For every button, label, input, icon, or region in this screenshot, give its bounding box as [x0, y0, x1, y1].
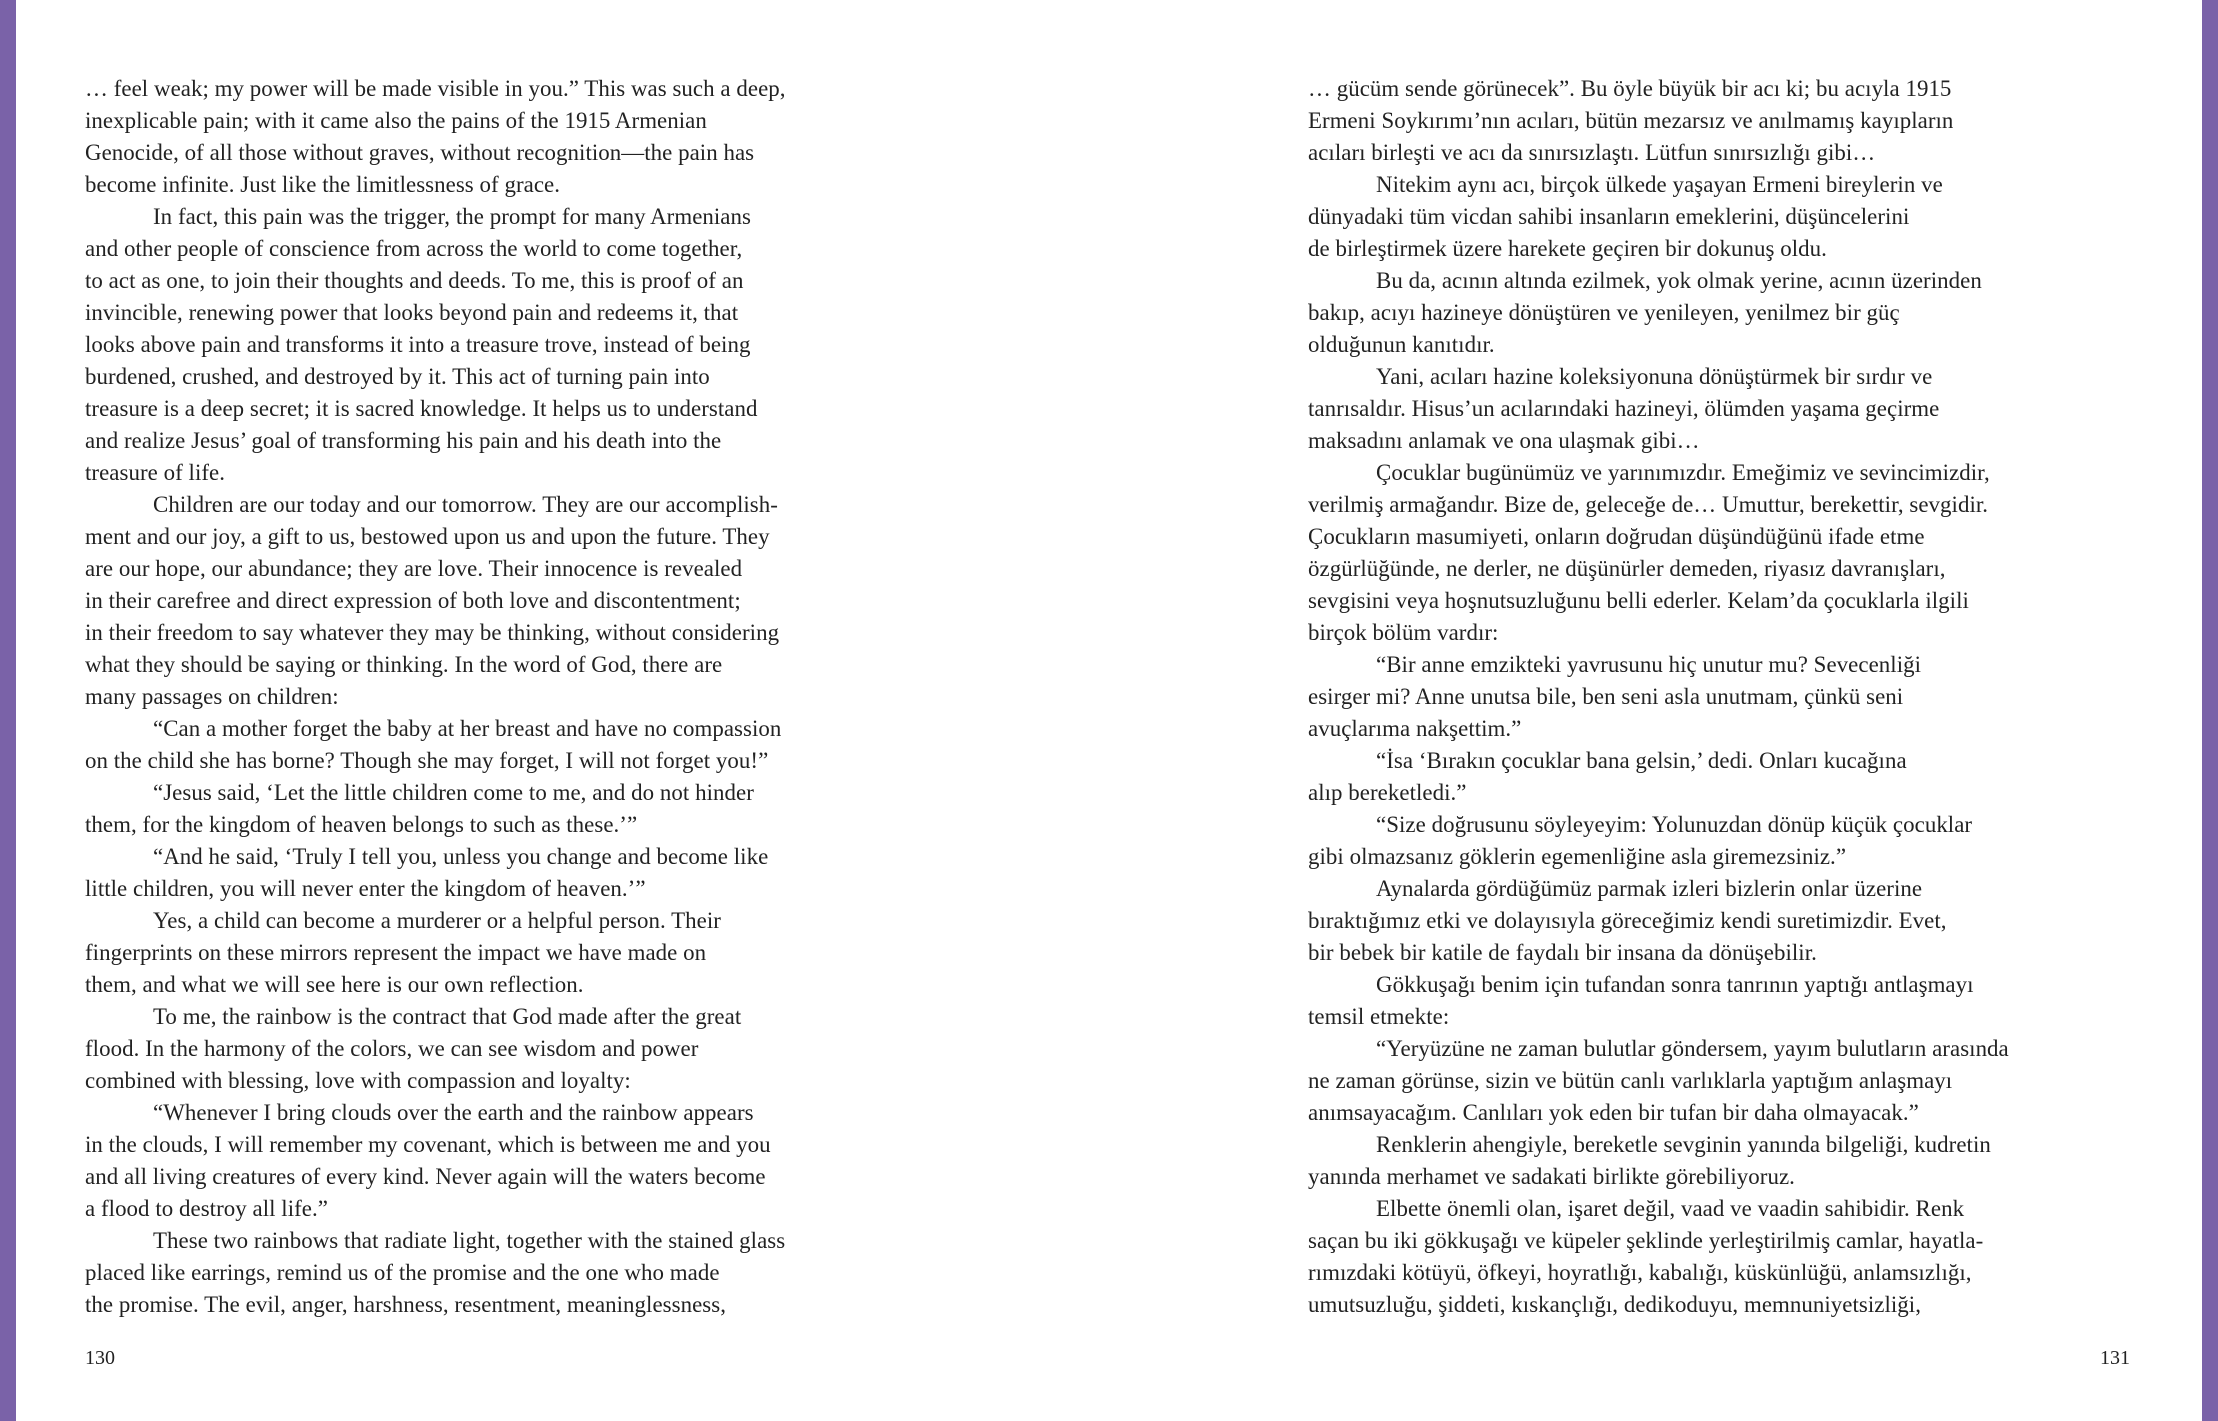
text-line: to act as one, to join their thoughts and deeds. To me, this is proof of an — [85, 268, 744, 293]
text-line: verilmiş armağandır. Bize de, geleceğe de… Umuttur, berekettir, sevgidir. — [1308, 492, 1989, 517]
text-line: özgürlüğünde, ne derler, ne düşünürler demeden, riyasız davranışları, — [1308, 556, 1946, 581]
text-line: become infinite. Just like the limitlessness of grace. — [85, 172, 561, 197]
text-line: alıp bereketledi.” — [1308, 780, 1467, 805]
text-line: treasure of life. — [85, 460, 226, 485]
text-line: Renklerin ahengiyle, bereketle sevginin yanında bilgeliği, kudretin — [1376, 1132, 1991, 1157]
text-line: “İsa ‘Bırakın çocuklar bana gelsin,’ dedi. Onları kucağına — [1376, 748, 1907, 773]
text-line: umutsuzluğu, şiddeti, kıskançlığı, dedikoduyu, memnuniyetsizliği, — [1308, 1292, 1921, 1317]
text-line: Yani, acıları hazine koleksiyonuna dönüştürmek bir sırdır ve — [1376, 364, 1933, 389]
right-accent-bar — [2202, 0, 2218, 1421]
text-line: invincible, renewing power that looks beyond pain and redeems it, that — [85, 300, 739, 325]
text-line: gibi olmazsanız göklerin egemenliğine asla giremezsiniz.” — [1308, 844, 1847, 869]
text-line: Elbette önemli olan, işaret değil, vaad ve vaadin sahibidir. Renk — [1376, 1196, 1965, 1221]
text-line: and other people of conscience from across the world to come together, — [85, 236, 743, 261]
left-page-body — [85, 73, 905, 1321]
text-line: avuçlarıma nakşettim.” — [1308, 716, 1522, 741]
left-accent-bar — [0, 0, 16, 1421]
text-line: ne zaman görünse, sizin ve bütün canlı varlıklarla yaptığım anlaşmayı — [1308, 1068, 1953, 1093]
text-line: olduğunun kanıtıdır. — [1308, 332, 1495, 357]
text-line: Ermeni Soykırımı’nın acıları, bütün mezarsız ve anılmamış kayıpların — [1308, 108, 1954, 133]
text-line: esirger mi? Anne unutsa bile, ben seni asla unutmam, çünkü seni — [1308, 684, 1904, 709]
text-line: “And he said, ‘Truly I tell you, unless you change and become like — [153, 844, 769, 869]
text-line: … gücüm sende görünecek”. Bu öyle büyük bir acı ki; bu acıyla 1915 — [1308, 76, 1952, 101]
text-line: To me, the rainbow is the contract that God made after the great — [153, 1004, 742, 1029]
text-line: These two rainbows that radiate light, together with the stained glass — [153, 1228, 786, 1253]
text-line: fingerprints on these mirrors represent the impact we have made on — [85, 940, 707, 965]
text-line: in the clouds, I will remember my covenant, which is between me and you — [85, 1132, 771, 1157]
text-line: anımsayacağım. Canlıları yok eden bir tufan bir daha olmayacak.” — [1308, 1100, 1919, 1125]
text-line: bakıp, acıyı hazineye dönüştüren ve yenileyen, yenilmez bir güç — [1308, 300, 1900, 325]
text-line: flood. In the harmony of the colors, we can see wisdom and power — [85, 1036, 699, 1061]
text-line: and realize Jesus’ goal of transforming his pain and his death into the — [85, 428, 722, 453]
text-line: bir bebek bir katile de faydalı bir insana da dönüşebilir. — [1308, 940, 1817, 965]
right-page-body — [1308, 73, 2138, 1321]
text-line: In fact, this pain was the trigger, the prompt for many Armenians — [153, 204, 751, 229]
text-line: tanrısaldır. Hisus’un acılarındaki hazineyi, ölümden yaşama geçirme — [1308, 396, 1940, 421]
text-line: birçok bölüm vardır: — [1308, 620, 1499, 645]
text-line: the promise. The evil, anger, harshness, resentment, meaninglessness, — [85, 1292, 726, 1317]
text-line: saçan bu iki gökkuşağı ve küpeler şeklinde yerleştirilmiş camlar, hayatla- — [1308, 1228, 1984, 1253]
text-line: rımızdaki kötüyü, öfkeyi, hoyratlığı, kabalığı, küskünlüğü, anlamsızlığı, — [1308, 1260, 1972, 1285]
text-line: “Jesus said, ‘Let the little children come to me, and do not hinder — [153, 780, 754, 805]
text-line: Çocukların masumiyeti, onların doğrudan düşündüğünü ifade etme — [1308, 524, 1925, 549]
text-line: looks above pain and transforms it into a treasure trove, instead of being — [85, 332, 751, 357]
text-line: yanında merhamet ve sadakati birlikte görebiliyoruz. — [1308, 1164, 1795, 1189]
text-line: Bu da, acının altında ezilmek, yok olmak yerine, acının üzerinden — [1376, 268, 1982, 293]
text-line: temsil etmekte: — [1308, 1004, 1450, 1029]
text-line: on the child she has borne? Though she may forget, I will not forget you!” — [85, 748, 769, 773]
text-line: combined with blessing, love with compassion and loyalty: — [85, 1068, 631, 1093]
text-line: “Bir anne emzikteki yavrusunu hiç unutur mu? Sevecenliği — [1376, 652, 1922, 677]
left-page-number: 130 — [85, 1347, 115, 1369]
text-line: de birleştirmek üzere harekete geçiren bir dokunuş oldu. — [1308, 236, 1827, 261]
text-line: what they should be saying or thinking. In the word of God, there are — [85, 652, 723, 677]
text-line: them, and what we will see here is our own reflection. — [85, 972, 584, 997]
text-line: burdened, crushed, and destroyed by it. This act of turning pain into — [85, 364, 710, 389]
text-line: placed like earrings, remind us of the promise and the one who made — [85, 1260, 720, 1285]
text-line: “Size doğrusunu söyleyeyim: Yolunuzdan dönüp küçük çocuklar — [1376, 812, 1973, 837]
text-line: inexplicable pain; with it came also the pains of the 1915 Armenian — [85, 108, 707, 133]
text-line: “Yeryüzüne ne zaman bulutlar göndersem, yayım bulutların arasında — [1376, 1036, 2009, 1061]
text-line: a flood to destroy all life.” — [85, 1196, 328, 1221]
text-line: Aynalarda gördüğümüz parmak izleri bizlerin onlar üzerine — [1376, 876, 1923, 901]
text-line: maksadını anlamak ve ona ulaşmak gibi… — [1308, 428, 1700, 453]
text-line: sevgisini veya hoşnutsuzluğunu belli ederler. Kelam’da çocuklarla ilgili — [1308, 588, 1969, 613]
right-page-number: 131 — [2100, 1347, 2130, 1369]
text-line: bıraktığımız etki ve dolayısıyla göreceğimiz kendi suretimizdir. Evet, — [1308, 908, 1947, 933]
text-line: ment and our joy, a gift to us, bestowed upon us and upon the future. They — [85, 524, 770, 549]
text-line: “Can a mother forget the baby at her breast and have no compassion — [153, 716, 782, 741]
text-line: and all living creatures of every kind. Never again will the waters become — [85, 1164, 766, 1189]
text-line: many passages on children: — [85, 684, 339, 709]
text-line: in their carefree and direct expression of both love and discontentment; — [85, 588, 741, 613]
text-line: Yes, a child can become a murderer or a helpful person. Their — [153, 908, 721, 933]
text-line: Gökkuşağı benim için tufandan sonra tanrının yaptığı antlaşmayı — [1376, 972, 1974, 997]
text-line: Genocide, of all those without graves, without recognition—the pain has — [85, 140, 755, 165]
text-line: dünyadaki tüm vicdan sahibi insanların emeklerini, düşüncelerini — [1308, 204, 1910, 229]
text-line: “Whenever I bring clouds over the earth and the rainbow appears — [153, 1100, 754, 1125]
text-line: Children are our today and our tomorrow. They are our accomplish- — [153, 492, 778, 517]
text-line: Nitekim aynı acı, birçok ülkede yaşayan Ermeni bireylerin ve — [1376, 172, 1943, 197]
text-line: Çocuklar bugünümüz ve yarınımızdır. Emeğimiz ve sevincimizdir, — [1376, 460, 1990, 485]
text-line: them, for the kingdom of heaven belongs to such as these.’” — [85, 812, 638, 837]
text-line: are our hope, our abundance; they are love. Their innocence is revealed — [85, 556, 743, 581]
text-line: … feel weak; my power will be made visible in you.” This was such a deep, — [85, 76, 786, 101]
text-line: in their freedom to say whatever they may be thinking, without considering — [85, 620, 780, 645]
text-line: little children, you will never enter the kingdom of heaven.’” — [85, 876, 646, 901]
text-line: treasure is a deep secret; it is sacred knowledge. It helps us to understand — [85, 396, 758, 421]
text-line: acıları birleşti ve acı da sınırsızlaştı. Lütfun sınırsızlığı gibi… — [1308, 140, 1876, 165]
